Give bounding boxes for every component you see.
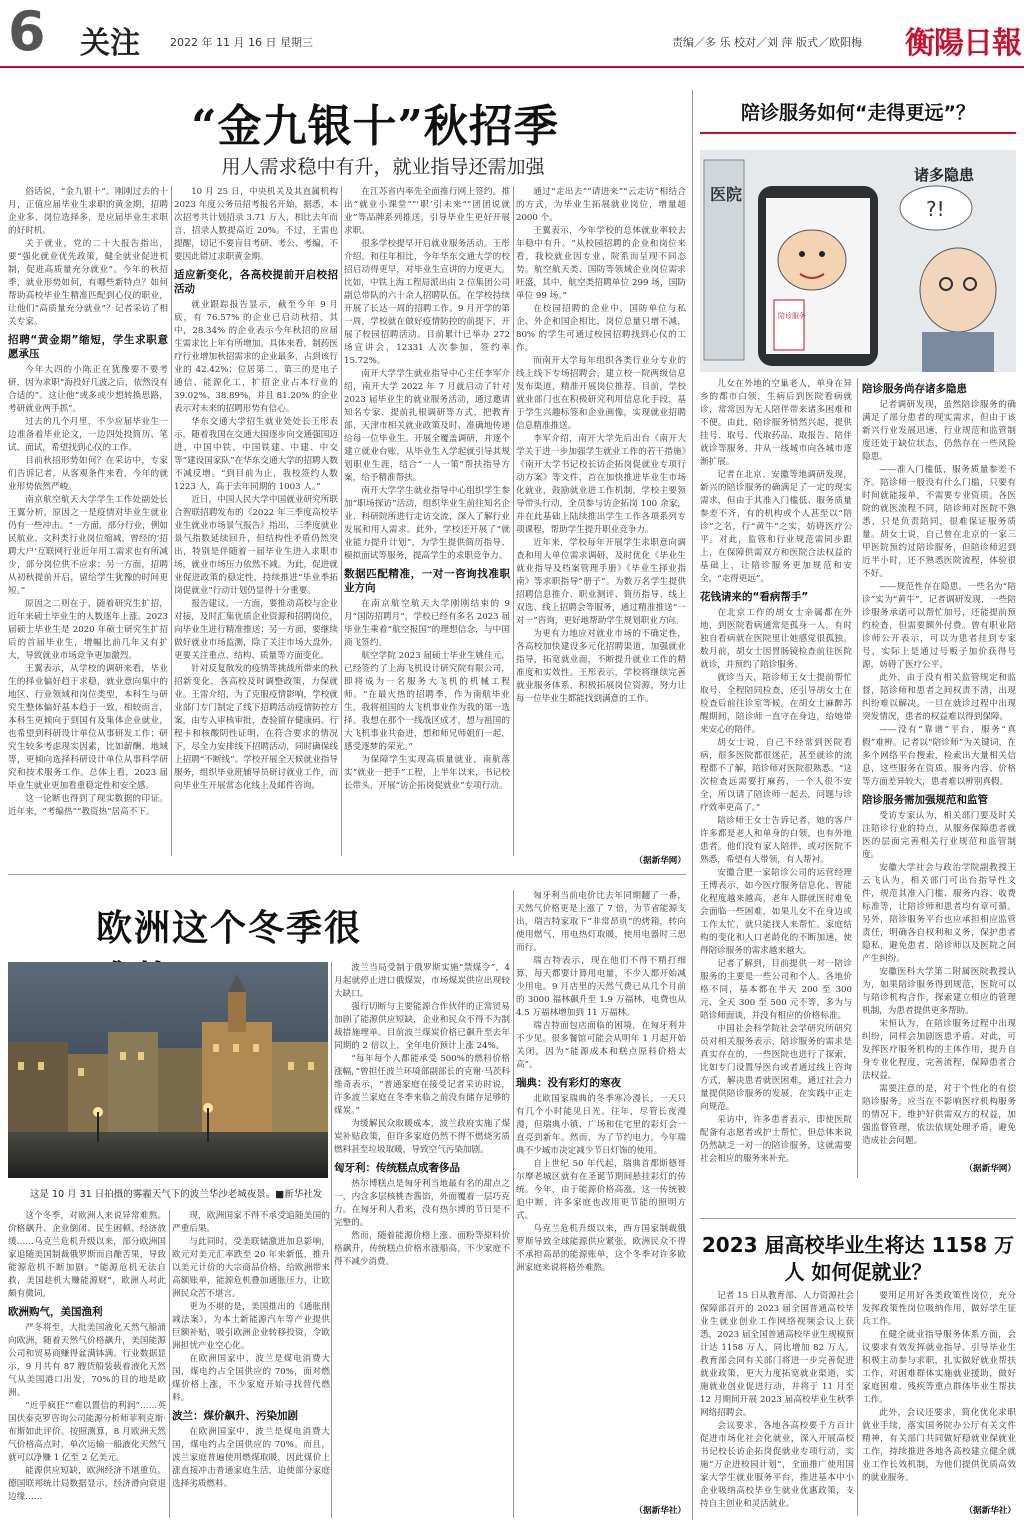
paragraph: 在健全就业指导服务体系方面，会议要求有效发挥就业指导、引导毕业生积极主动参与求职，扎实做好就业帮扶工作，对困难群体实施就业援助，做好家庭困难、残疾等重点群体毕业生帮扶工作。: [862, 1330, 1016, 1405]
photo-scene: [8, 962, 328, 1178]
lead-subheadline: 用人需求稳中有升，就业指导还需加强: [221, 156, 545, 178]
paragraph: “近乎疯狂”“难以置信的利润”……英国伏泰克罗咨询公司能源分析师菲利克斯·布斯如此评价。按照测算，8 月欧洲天然气价格高点时，单次运输一船液化天然气就可以净赚 1 亿至 2 亿美元。: [8, 1401, 166, 1463]
column-divider: [857, 378, 858, 1178]
paragraph: “每年每个人都能承受 500%的燃料价格涨幅，”曾担任波兰环境部副部长的克谢·马茨科维奇表示，“普通家庭在接受记者采访时说，许多波兰家庭在冬季来临之前没有储存足够的煤炭。”: [334, 1054, 510, 1116]
paragraph: 为保障学生实现高质量就业，南航落实“就业一把手”工程，上半年以来，书记校长带头，开展“访企拓岗促就业”专项行动。: [344, 755, 510, 791]
paragraph: 关于就业，党的二十大报告指出，要“强化就业优先政策，健全就业促进机制，促进高质量充分就业”。今年的秋招季，就业形势如何，有哪些新特点？如何帮助高校毕业生精准匹配到心仪的职业，让他们“高质量充分就业”？记者采访了相关专家。: [8, 239, 168, 327]
side-headline: 陪诊服务如何“走得更远”？: [741, 102, 975, 124]
paragraph: 在江苏省内率先全面推行网上签约。推出“就业小课堂”“‘职’引未来”“团团说就业”等品牌系列推送，引导毕业生更好开展求职。: [344, 187, 510, 236]
paragraph: 针对反复散发的疫情等挑战所带来的秋招新变化，各高校及时调整政策，力保就业。王雷介绍，为了克服疫情影响，学校就业部门专门制定了线下招聘活动疫情防控方案，由专人审核审批，查验留存健康码、行程卡和核酸阴性证明，在符合要求的情况下，尽全力安排线下招聘活动，同时确保线上招聘“不断线”。学校开展全天候就业指导服务，组织毕业班辅导员研讨就业工作，而向毕业生开展常态化线上及邮件咨询。: [174, 664, 338, 791]
section-name: 关注: [80, 26, 140, 61]
paragraph: 受访专家认为，相关部门要及时关注陪诊行业的特点，从服务保障患者就医的层面完善相关行业规范和监管制度。: [862, 811, 1016, 860]
paragraph: 这一论断也得到了现实数据的印证。近年来，“考编热”“教资热”居高不下。: [8, 794, 168, 817]
paragraph: 记者在北京、安徽等地调研发现，新兴的陪诊服务的确满足了一定的现实需求，但由于其准入门槛低、服务质量参差不齐，有的机构或个人甚至以“陪诊”之名，行“黄牛”之实，妨碍医疗公平。对此，监管和行业规范需同步跟上，在保障供需双方和医院合法权益的基础上，让陪诊服务更加规范和安全，“走得更远”。: [700, 470, 852, 584]
paragraph: 陪诊师王女士告诉记者，她的客户许多都是老人和单身的白领，也有外地患者。他们没有家人陪伴，或对医院不熟悉，希望有人带领，有人帮衬。: [700, 816, 852, 865]
subheading: 匈牙利：传统糕点成奢侈品: [334, 1162, 460, 1174]
subheading: 花钱请来的“看病帮手”: [700, 591, 809, 603]
paragraph: 南开大学学生就业指导中心主任李军介绍，南开大学 2022 年 7 月就启动了针对 2023 届毕业生的就业服务活动，通过邀请知名专家、提前扎根调研等方式，把教育部、天津市相关就业政策及时、准确地传递给每一位毕业生。开展全覆盖调研，并逐个建立就业台账，从毕业生入学起就引导其规划职业生涯，结合“一人一策”帮扶指导方案，给予精准帮扶。: [344, 369, 510, 483]
subheading: 欧洲购气，美国渔利: [8, 1306, 103, 1318]
paragraph: 要用足用好各类政策性岗位，充分发挥政策性岗位吸纳作用，做好学生征兵工作。: [862, 1291, 1016, 1327]
paragraph: 此外，由于没有相关监管规定和监督，陪诊师和患者之间权责不清，出现纠纷难以解决。一旦在就诊过程中出现突发情况，患者的权益难以得到保障。: [862, 673, 1016, 722]
subheading: 陪诊服务需加强规范和监管: [862, 794, 988, 806]
paragraph: 记者 15 日从教育部、人力资源社会保障部召开的 2023 届全国普通高校毕业生就业创业工作网络视频会议上获悉，2023 届全国普通高校毕业生规模预计达 1158 万人，同比增加 82 万人。教育部会同有关部门将进一步完善促进就业政策，更大力度拓宽就业渠道，实施就业创业促进行动，并将于 11 月至 12 月期间开展 2023 届高校毕业生秋季网络招聘会。: [700, 1291, 854, 1418]
cartoon-drawing: [700, 150, 1016, 372]
masthead: [0, 0, 1024, 68]
warsaw-night-photo: [8, 962, 328, 1178]
paragraph: 能源供应短缺，欧洲经济不堪重负。德国联邦统计局数据显示，经济滑向衰退边缘……: [8, 1466, 166, 1502]
lead-column-2: [174, 186, 338, 856]
column-divider: [513, 890, 514, 1518]
paragraph: 安徽大学社会与政治学院副教授王云飞认为，相关部门可出台指导性文件，规范其准入门槛、服务内容、收费标准等，让陪诊师和患者均有章可循。另外，陪诊服务平台也应承担相应监管责任，明确各自权利和义务，保护患者隐私，避免患者、陪诊师以及医院之间产生纠纷。: [862, 863, 1016, 964]
column-divider: [169, 1210, 170, 1518]
paragraph: 在北京工作的胡女士亲属都在外地，到医院看病通常是孤身一人，有时独自看病就在医院里让她感觉很孤独。数月前，胡女士因胃肠镜检查前往医院就诊，并预约了陪诊服务。: [700, 608, 852, 670]
paragraph: 王翼表示，从学校的调研来看，毕业生的择业偏好趋于求稳，就业意向集中的地区、行业领域和岗位类型，本科生与研究生整体偏好基本趋于一致，相较而言，本科生更倾向于到国有及集体企业就业，也希望到科研设计单位从事研发工作；研究生较多考虑现实因素，比如薪酬、地域等，更倾向选择科研设计单位从事科学研究和技术服务工作。总体上看，2023 届毕业生就业更加看重稳定性和安全感。: [8, 664, 168, 791]
paragraph: 瑞吉特表示，现在他们不得不精打细算，每天都要计算用电量，不少人都开始减少用电。9 月店里的天然气费已从几个月前的 3000 福林飙升至 1.9 万福林，电费也从 4.5 万福林增加到 11 万福林。: [516, 956, 686, 1018]
paragraph: 强行切断与主要能源合作伙伴的正常贸易加剧了能源供应短缺，企业和民众不得不为制裁措施埋单。目前波兰煤炭价格已飙升至去年同期的 2 倍以上，全年电价预计上涨 24%。: [334, 1002, 510, 1051]
paragraph: 过去的几个月里，不少应届毕业生一边准备着毕业论文，一边四处投简历、笔试、面试，希望找到心仪的工作。: [8, 417, 168, 453]
paragraph: 近年来，学校每年开展学生求职意向调查和用人单位需求调研，及时优化《毕业生就业指导及档案管理手册》《毕业生择业指南》等求职指导“册子”。为数万名学生提供招聘信息推介、职业测评、简历指导、线上双选、线上招聘会等服务，通过精准推送“一对一”咨询，更好地帮助学生规划职业方向。: [516, 538, 686, 626]
paragraph: ——准入门槛低，服务质量参差不齐。陪诊师一般没有什么门槛，只要有时间就能接单，不需要专业资质。各医院的就医流程不同，陪诊师对医院不熟悉，只是负责陪同，很难保证服务质量。胡女士说，自己曾在北京的一家三甲医院预约过陪诊服务，但陪诊师迟到近半小时，还不熟悉医院流程，体验很不好。: [862, 465, 1016, 579]
side-column-2: [862, 378, 1016, 1158]
paragraph: 在校园招聘的企业中，国防单位与私企、外企和国企相比，岗位总量只增不减，80% 的学生可通过校园招聘找到心仪的工作。: [516, 304, 686, 353]
lead-column-3: [344, 186, 510, 856]
paragraph: 今年大四的小陈正在犹豫要不要考研，因为求职“海投好几波之后，依然没有合适的”。这让他“或多或少想转换思路，考研就业两手抓”。: [8, 365, 168, 414]
subheading: 适应新变化，各高校提前开启校招活动: [174, 269, 338, 295]
grad-source: （据新华社）: [964, 1506, 1016, 1516]
europe-source: （据新华社）: [634, 1506, 686, 1516]
side-source: （据新华网）: [964, 1164, 1016, 1174]
subheading: 数据匹配精准，一对一咨询找准职业方向: [344, 568, 510, 594]
grad-column-2: [862, 1290, 1016, 1502]
paragraph: 匈牙利当前电价比去年同期翻了一番，天然气价格更是上涨了 7 倍，为节省能源支出，瑞吉特家取下“非常昂贵”的烤箱，转向使用燃气，用电热灯取暖，使用电器时三思而行。: [516, 891, 686, 953]
paragraph: 安徽合肥一家陪诊公司的运营经理王博表示，如今医疗服务信息化、智能化程度越来越高，老年人群就医时难免会面临一些困难，如果儿女不在身边或工作太忙，就只能找人来帮忙。家庭结构的变化和人口老龄化的不断加速，使得陪诊服务的需求越来越大。: [700, 868, 852, 956]
column-divider: [171, 186, 172, 856]
paragraph: 记者调研发现，虽然陪诊服务的确满足了部分患者的现实需求，但由于该新兴行业发展迅速，行业规范和监管制度还处于缺位状态，仍然存在一些风险隐患。: [862, 400, 1016, 462]
paragraph: 安徽医科大学第二附属医院教授认为，如果陪诊服务得到规范，医院可以与陪诊机构合作，探索建立相应的管理机制，为患者提供更多帮助。: [862, 967, 1016, 1016]
paragraph: 瑞吉特面包店面临的困境，在匈牙利并不少见。很多餐馆可能会从明年 1 月起开始关闭，因为“能源成本和糕点原料价格太高”。: [516, 1021, 686, 1070]
paragraph: 就业跟踪报告显示，截至今年 9 月底，有 76.57% 的企业已启动秋招，其中，28.34% 的企业表示今年秋招的应届生需求比上年有所增加。具体来看，制药医疗行业增加秋招需求的企业最多，占到该行业的 42.42%；位居第二、第三的是电子通信、能源化工，扩招企业占本行业的 39.02%、38.89%，并且 81.20% 的企业表示对未来的招聘形势有信心。: [174, 300, 338, 414]
story-divider: [700, 1218, 1016, 1219]
paragraph: 很多学校提早开启就业服务活动。王彤介绍，和往年相比，今年华东交通大学的校招启动得更早，对毕业生宣讲的力度更大。比如，中铁上海工程局派出由 2 位集团公司副总带队的六十余人招聘队伍，在学校持续开展了长达一周的招聘工作。9 月开学的第一周，学校就在做好疫情防控的前提下，开展了校园招聘活动。目前累计已举办 272 场宣讲会，12331 人次参加，签约率 15.72%。: [344, 239, 510, 366]
paragraph: ——规范性存在隐患。一些名为“陪诊”实为“黄牛”，记者调研发现，一些陪诊服务承诺可以帮忙加号，还能提前预约检查，但需要额外付费。曾有职业陪诊师公开表示，可以为患者挂到专家号，实际上是通过号贩子加价获得号源，妨碍了医疗公平。: [862, 582, 1016, 670]
paragraph: 在欧洲国家中，波兰是煤电消费大国，煤电约占全国供应的 70%。而且，波兰家庭普遍使用燃煤取暖，因此煤价上涨直接冲击普通家庭生活，迫使部分家庭选择劣质燃料。: [172, 1427, 330, 1489]
paragraph: 此外，会议还要求，简化优化求职就业手续，落实国务院办公厅有关文件精神，有关部门共同做好稳就业保就业工作，持续推进各地各高校建立健全就业工作长效机制，为他们提供优质高效的就业服务。: [862, 1408, 1016, 1483]
column-divider: [341, 186, 342, 856]
lead-column-1: [8, 186, 168, 856]
paragraph: 王翼表示，今年学校的总体就业率较去年稳中有升。“从校园招聘的企业和岗位来看，我校就业因专业、院系而呈现不同态势。航空航天类、国防等领域企业岗位需求旺盛，其中，航空类招聘单位 299 场，国防单位 99 场。”: [516, 226, 686, 301]
grad-headline: 2023 届高校毕业生将达 1158 万人 如何促就业？: [701, 1233, 1015, 1284]
lead-column-4: [516, 186, 686, 854]
paragraph: 现，欧洲国家不得不承受追随美国的严重后果。: [172, 1211, 330, 1234]
newspaper-logo: 衡陽日報: [905, 26, 1021, 61]
cartoon-illustration: [700, 150, 1016, 372]
europe-column-c-top: [334, 962, 510, 1267]
paragraph: 俗话说，“金九银十”。刚刚过去的十月，正值应届毕业生求职的黄金期，招聘企业多、岗位选择多，是应届毕业生求职的好时机。: [8, 187, 168, 236]
paragraph: 而南开大学每年组织各类行业分专业的线上线下专场招聘会，建立校一院两级信息发布渠道，精准开展岗位推荐。目前，学校就业部门也在积极研究利用信息化手段，基于学生兴趣标签和企业画像，实现就业招聘信息精准推送。: [516, 356, 686, 431]
editor-credits: 责编／多 乐 校对／刘 萍 版式／欧阳梅: [672, 36, 862, 49]
paragraph: 在南京航空航天大学刚刚结束的 9 月“国防招聘月”，学校已经有多名 2023 届毕业生乘着“航空报国”的理想信念，与中国商飞签约。: [344, 599, 510, 648]
paragraph: 热尔博糕点是匈牙利当地最有名的甜点之一，内含多层核桃杏酱馅，外面覆着一层巧克力。在匈牙利人看来，没有热尔博的节日是不完整的。: [334, 1179, 510, 1228]
paragraph: 在欧洲国家中，波兰是煤电消费大国，煤电约占全国供应的 70%，面对燃煤价格上涨，不少家庭开始寻找替代燃料。: [172, 1354, 330, 1403]
paragraph: 自上世纪 50 年代起，瑞典首都斯德哥尔摩老城区就有在圣诞节期间悬挂彩灯的传统。今年，由于能源价格高涨，这一传统被迫中断，许多家庭也改用更节能的照明方式。: [516, 1159, 686, 1221]
grad-column-1: [700, 1290, 854, 1516]
paragraph: 为更有力地应对就业市场的不确定性，各高校加快建设多元化招聘渠道，加强就业指导，拓宽就业面，不断提升就业工作的精准度和实效性。王彤表示，学校将继续完善就业服务体系，积极拓展岗位资源，努力让每一位毕业生都能找到满意的工作。: [516, 629, 686, 704]
question-mark-icon: ?!: [926, 197, 945, 221]
subheading: 陪诊服务尚存诸多隐患: [862, 383, 967, 395]
paragraph: 严冬将至，大批美国液化天然气船涌向欧洲，随着天然气价格飙升，美国能源公司和贸易商赚得盆满钵满。行业数据显示，9 月共有 87 艘货船装载着液化天然气从美国港口出发，70%的目的地是欧洲。: [8, 1323, 166, 1398]
column-divider: [331, 962, 332, 1518]
side-column-1: [700, 378, 852, 1218]
paragraph: 中国社会科学院社会学研究所研究员对相关服务表示，陪诊服务的需求是真实存在的，一些医院也进行了探索，比如专门设置导医台或者通过线上咨询方式，解决患者就医困难，通过社会力量提供陪诊服务的发展，在实践中正走向规范。: [700, 1024, 852, 1112]
europe-column-b: [172, 1210, 330, 1518]
paragraph: 报告建议，一方面，要推动高校与企业对接，及时汇集优质企业资源和招聘岗位，向毕业生进行精准推送；另一方面，要继续做好就业市场监测，除了关注市场大盘外，更要关注重点、结构、质量等方面变化。: [174, 599, 338, 661]
page-number: 6: [8, 0, 46, 63]
cartoon-title: 诸多隐患: [914, 166, 975, 184]
paragraph: ——没有“靠谱”平台，服务“真假”难辨。记者以“陪诊师”为关键词，在多个网络平台搜索，检索出大量相关信息，这些服务在资质、服务内容、价格等方面差异较大，患者难以辨别真假。: [862, 725, 1016, 787]
paragraph: 近日，中国人民大学中国就业研究所联合智联招聘发布的《2022 年三季度高校毕业生就业市场景气报告》指出，三季度就业景气指数延续回升，但结构性矛盾仍然突出，特别是伴随着一届毕业生进入求职市场，就业市场压力依然不减。为此，促进就业促进政策的稳定性，持续推进“毕业季拓岗促就业”行动计划仍显得十分重要。: [174, 495, 338, 596]
paragraph: 然而，随着能源价格上涨、面粉等原料价格飙升，传统糕点价格水涨船高，不少家庭不得不减少消费。: [334, 1231, 510, 1267]
paragraph: 原因之二则在于，随着研究生扩招，近年来硕士毕业生的人数逐年上涨。2023 届硕士毕业生是 2020 年硕士研究生扩招后的首届毕业生，增幅比前几年又有扩大，导致就业市场竞争更加激烈。: [8, 599, 168, 661]
paragraph: 通过“走出去”“请进来”“云走访”相结合的方式，为毕业生拓展就业岗位，增量超 2000 个。: [516, 187, 686, 223]
europe-column-d: [516, 890, 686, 1500]
paragraph: 10 月 25 日，中央机关及其直属机构 2023 年度公务员招考报名开始，据悉，本次招考共计划招录 3.71 万人，相比去年而言，招录人数提高近 20%。不过，王雷也提醒，切记不要盲目考研、考公、考编，不要因此错过求职黄金期。: [174, 187, 338, 262]
issue-date: 2022 年 11 月 16 日 星期三: [170, 36, 313, 49]
paragraph: 南开大学学生就业指导中心组织学生参加“职场探访”活动，组织毕业生前往知名企业、科研院所进行走访交流，深入了解行业发展和用人需求。此外，学校还开展了“就业能力提升计划”，为学生提供简历指导、模拟面试等服务，提高学生的求职竞争力。: [344, 486, 510, 561]
paragraph: 更为不堪的是，美国推出的《通胀削减法案》，为本土新能源汽车等产业提供巨额补贴，吸引欧洲企业转移投资，令欧洲担忧产业空心化。: [172, 1302, 330, 1351]
column-divider: [513, 186, 514, 856]
column-divider: [857, 1290, 858, 1516]
paragraph: 采访中，许多患者表示，即使医院配备有志愿者或护士帮忙，但总体来说仍然缺乏一对一的陪诊服务，这就需要社会相应的服务来补充。: [700, 1115, 852, 1164]
europe-headline: 欧洲这个冬季很: [96, 908, 363, 949]
paragraph: 北欧国家瑞典的冬季寒冷漫长，一天只有几个小时能见日光。往年，尽管长夜漫漫，但瑞典小镇、广场和住宅里的彩灯会一直亮到新年。然而，为了节约电力，今年瑞典不少城市决定减少节日灯饰的使用。: [516, 1094, 686, 1156]
story-divider: [8, 874, 686, 875]
paragraph: 乌克兰危机升级以来，西方国家制裁俄罗斯导致全球能源供应紧张，欧洲民众不得不承担高昂的能源账单，这个冬季对许多欧洲家庭来说将格外难熬。: [516, 1224, 686, 1273]
paragraph: 航空学院 2023 届硕士毕业生姚佳元，已经签约了上海飞机设计研究院有限公司，即将成为一名服务大飞机的机械工程师。“在最火热的招聘季，作为南航毕业生，我将祖国的大飞机事业作为我的第一选择。我想在那个一线战区成才，想与祖国的大飞机事业共奋进，想和师兄师姐们一起，感受逐梦的荣光。”: [344, 651, 510, 752]
paragraph: 南京航空航天大学学生工作处副处长王翼分析，原因之一是疫情对毕业生就业仍有一些冲击。“一方面，部分行业，例如民航业、文科类行业岗位缩减，曾经的‘招聘大户’互联网行业近年用工需求也有所减少，部分岗位供不应求；另一方面，招聘从初秋提前开启，留给学生犹豫的时间更短。”: [8, 495, 168, 596]
paragraph: 就诊当天，陪诊师王女士提前帮忙取号、全程陪同检查，还引导胡女士在检查后前往诊室等候。在胡女士麻醉苏醒期间，陪诊师一直守在身边，给她带来安心的陪伴。: [700, 673, 852, 735]
photo-caption: 这是 10 月 31 日拍摄的雾霾天气下的波兰华沙老城夜景。■新华社发: [30, 1189, 323, 1200]
paragraph: 波兰当局受制于俄罗斯实施“禁煤令”，4 月起就停止进口俄煤炭，市场煤炭供应出现较大缺口。: [334, 963, 510, 999]
paragraph: 与此同时，受美联储激进加息影响，欧元对美元汇率跌至 20 年来新低，推升以美元计价的大宗商品价格，给欧洲带来高额账单，能源危机叠加通胀压力，让欧洲民众苦不堪言。: [172, 1237, 330, 1299]
paragraph: 记者了解到，目前提供一对一陪诊服务的主要是一些公司和个人。各地价格不同，基本都在半天 200 至 300 元、全天 300 至 500 元不等，多为与陪诊师面谈，并没有相应的价格标准。: [700, 959, 852, 1021]
paragraph: 儿女在外地的空巢老人，单身在异乡的都市白领，生病后到医院看病就诊，常常因为无人陪伴带来诸多困难和不便。由此，陪诊服务悄然兴起，提供挂号、取号、代取药品、取报告、陪伴就诊等服务，并从一线城市向各城市逐渐扩展。: [700, 379, 852, 467]
paragraph: 胡女士说，自己不经常到医院看病，很多医院都很迷茫，甚至就诊的流程都不了解，陪诊师对医院很熟悉。“这次检查远需要打麻药，一个人很不安全，所以请了陪诊师一起去，问题与诊疗效率更高了。”: [700, 738, 852, 813]
paragraph: 华东交通大学招生就业处处长王彤表示，随着我国在交通大国逐步向交通强国迈进，中国中铁、中国铁建、中建、中交等“建设国家队”在华东交通大学的招聘人数不减反增。“到目前为止，我校签约人数 1223 人，高于去年同期的 1003 人。”: [174, 417, 338, 492]
subheading: 瑞典：没有彩灯的寒夜: [516, 1077, 621, 1089]
paragraph: 这个冬季，对欧洲人来说异常难熬。价格飙升、企业倒闭、民生困顿、经济放缓……乌克兰危机升级以来，部分欧洲国家追随美国制裁俄罗斯而自酿苦果，导致能源危机不断加剧。“能源危机无法自救，美国趁机大赚能源财”，欧洲人对此颇有微词。: [8, 1211, 166, 1299]
subheading: 波兰：煤价飙升、污染加剧: [172, 1410, 298, 1422]
lead-headline: “金九银十”秋招季: [191, 101, 559, 152]
paragraph: 需要注意的是，对于个性化的有偿陪诊服务，应当在不影响医疗机构服务的情况下，维护好供需双方的权益，加强监督管理，依法依规处理矛盾，避免造成社会问题。: [862, 1084, 1016, 1146]
hospital-door-text: 医院: [710, 185, 743, 204]
headline-rule: [700, 132, 1016, 134]
paragraph: 会议要求，各地各高校要千方百计促进市场化社会化就业，深入开展高校书记校长访企拓岗促就业专项行动，实施“万企进校园计划”，全面推广使用国家大学生就业服务平台，推进基本中小企业吸纳高校毕业生就业优惠政策，支持自主创业和灵活就业。: [700, 1421, 854, 1509]
paragraph: 目前秋招形势如何？在采访中，专家们告诉记者，从客观条件来看，今年的就业形势依然严峻。: [8, 456, 168, 492]
paragraph: 为缓解民众取暖成本，波兰政府实施了煤炭补贴政策，但许多家庭仍然不得不燃烧劣质燃料甚至垃圾取暖，导致空气污染加剧。: [334, 1119, 510, 1155]
escort-sign-text: 陪诊服务: [778, 312, 806, 320]
lead-source: （据新华网）: [634, 856, 686, 866]
paragraph: 宋恒认为，在陪诊服务过程中出现纠纷，同样会加剧医患矛盾。对此，可发挥医疗服务机构的主体作用，提升自身专业化程度，完善流程，保障患者合法权益。: [862, 1019, 1016, 1081]
section-divider: [692, 90, 693, 1520]
europe-column-a: [8, 1210, 166, 1518]
subheading: 招聘“黄金期”缩短，学生求职意愿承压: [8, 334, 168, 360]
paragraph: 李军介绍，南开大学先后出台《南开大学关于进一步加强学生就业工作的若干措施》《南开大学书记校长访企拓岗促就业专项行动方案》等文件，首在加快推进毕业生市场化就业，鼓励就业进工作机制，学校主要领导带头行动，全员参与访企拓岗 100 余家，并在此基础上陆续推出学生工作各项系列专项课程，帮助学生提升职业竞争力。: [516, 434, 686, 535]
